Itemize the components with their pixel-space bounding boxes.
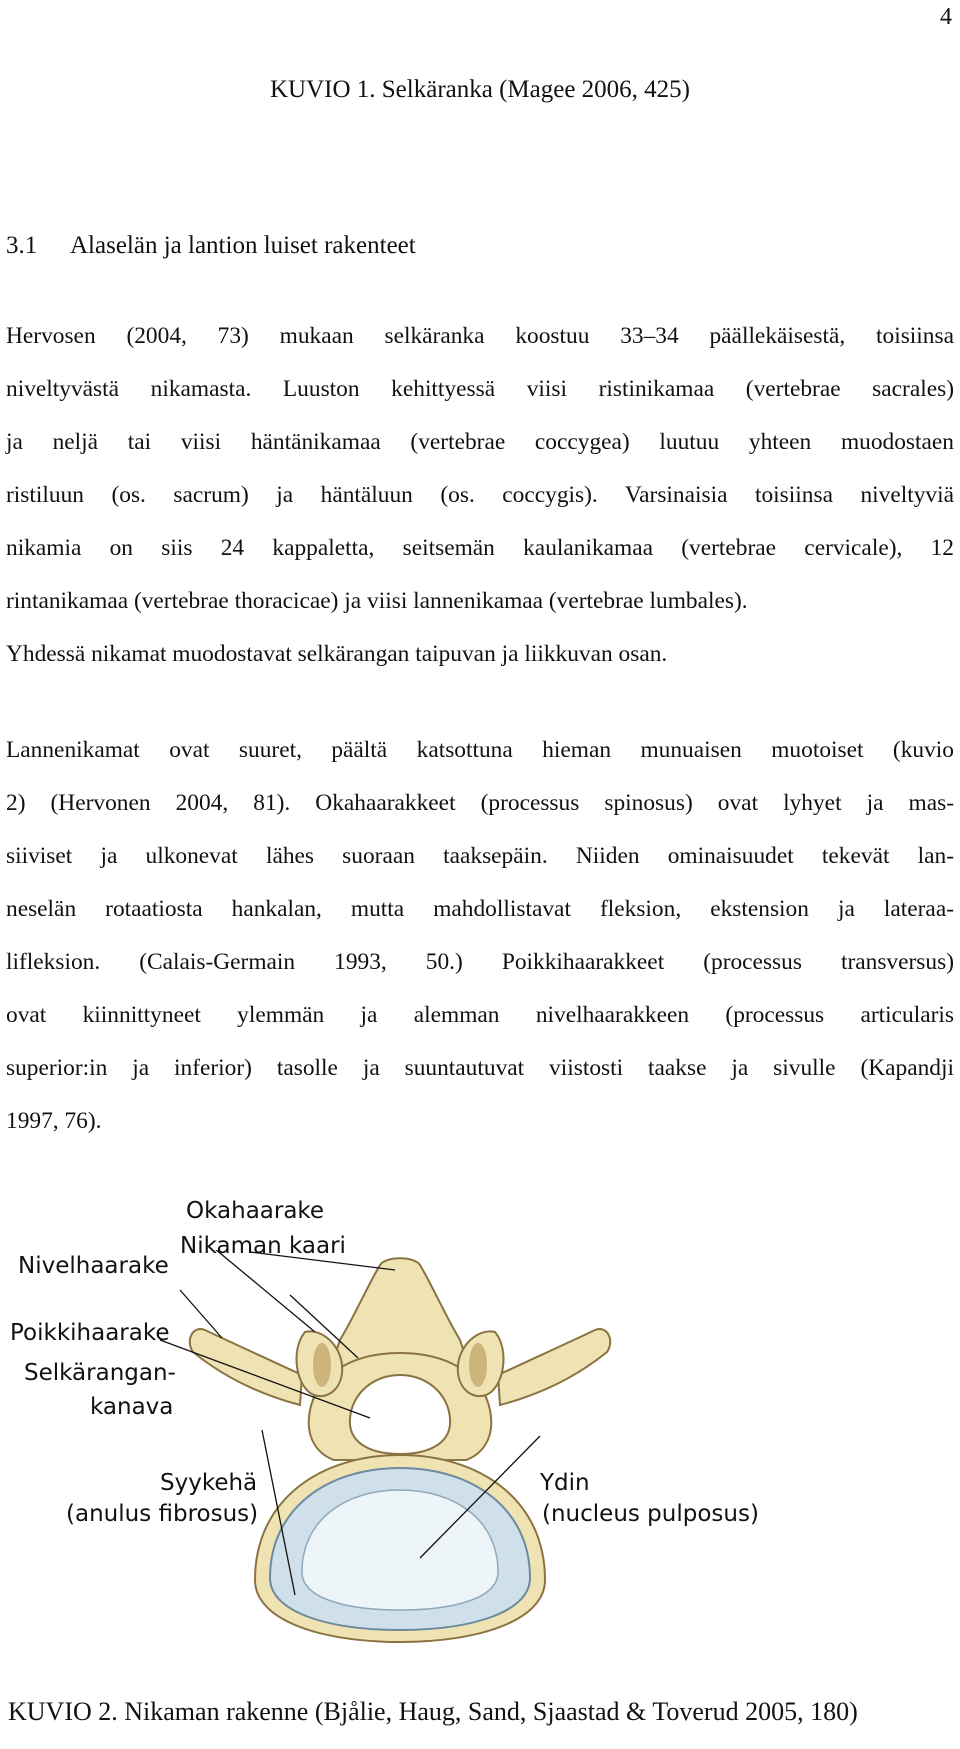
label-nivelhaarake: Nivelhaarake — [18, 1253, 169, 1279]
paragraph-1-line: niveltyvästä nikamasta. Luuston kehittyessä viisi ristinikamaa (vertebrae sacrales) — [6, 376, 954, 402]
paragraph-2 — [6, 724, 954, 1148]
label-nikaman-kaari: Nikaman kaari — [180, 1233, 346, 1259]
paragraph-2-line: 2) (Hervonen 2004, 81). Okahaarakkeet (processus spinosus) ovat lyhyet ja mas- — [6, 790, 954, 816]
paragraph-2-line: Lannenikamat ovat suuret, päältä katsottuna hieman munuaisen muotoiset (kuvio — [6, 737, 954, 763]
label-poikkihaarake: Poikkihaarake — [10, 1320, 170, 1346]
label-syykeha-2: (anulus fibrosus) — [66, 1501, 259, 1527]
paragraph-2-line: neselän rotaatiosta hankalan, mutta mahdollistavat fleksion, ekstension ja lateraa- — [6, 896, 954, 922]
figure2-caption: KUVIO 2. Nikaman rakenne (Bjålie, Haug, Sand, Sjaastad & Toverud 2005, 180) — [8, 1697, 858, 1726]
section-heading — [6, 232, 416, 260]
page-number: 4 — [940, 4, 952, 30]
figure-labels — [0, 1145, 960, 1555]
paragraph-1 — [6, 310, 954, 681]
label-okahaarake: Okahaarake — [186, 1198, 325, 1224]
label-ydin-2: (nucleus pulposus) — [542, 1501, 759, 1527]
label-syykeha-1: Syykehä — [160, 1470, 258, 1496]
paragraph-1-line: nikamia on siis 24 kappaletta, seitsemän kaulanikamaa (vertebrae cervicale), 12 — [6, 535, 954, 561]
paragraph-2-line: 1997, 76). — [6, 1108, 102, 1134]
paragraph-2-line: siiviset ja ulkonevat lähes suoraan taaksepäin. Niiden ominaisuudet tekevät lan- — [6, 843, 954, 869]
label-selkarangan-1: Selkärangan- — [24, 1360, 176, 1386]
section-title: Alaselän ja lantion luiset rakenteet — [70, 232, 416, 259]
label-ydin-1: Ydin — [540, 1470, 590, 1496]
paragraph-1-line: Yhdessä nikamat muodostavat selkärangan taipuvan ja liikkuvan osan. — [6, 641, 668, 667]
vertebra-figure — [0, 1198, 960, 1660]
paragraph-1-line: rintanikamaa (vertebrae thoracicae) ja viisi lannenikamaa (vertebrae lumbales). — [6, 588, 748, 614]
figure1-caption: KUVIO 1. Selkäranka (Magee 2006, 425) — [269, 76, 691, 103]
paragraph-2-line: ovat kiinnittyneet ylemmän ja alemman nivelhaarakkeen (processus articularis — [6, 1002, 954, 1028]
paragraph-2-line: lifleksion. (Calais-Germain 1993, 50.) Poikkihaarakkeet (processus transversus) — [6, 949, 954, 975]
label-selkarangan-2: kanava — [90, 1394, 174, 1420]
section-number: 3.1 — [6, 232, 38, 259]
paragraph-1-line: ja neljä tai viisi häntänikamaa (vertebrae coccygea) luutuu yhteen muodostaen — [6, 429, 954, 455]
paragraph-2-line: superior:in ja inferior) tasolle ja suuntautuvat viistosti taakse ja sivulle (Kapandji — [6, 1055, 954, 1081]
paragraph-1-line: ristiluun (os. sacrum) ja häntäluun (os. coccygis). Varsinaisia toisiinsa niveltyviä — [6, 482, 954, 508]
paragraph-1-line: Hervosen (2004, 73) mukaan selkäranka koostuu 33–34 päällekäisestä, toisiinsa — [6, 323, 954, 349]
